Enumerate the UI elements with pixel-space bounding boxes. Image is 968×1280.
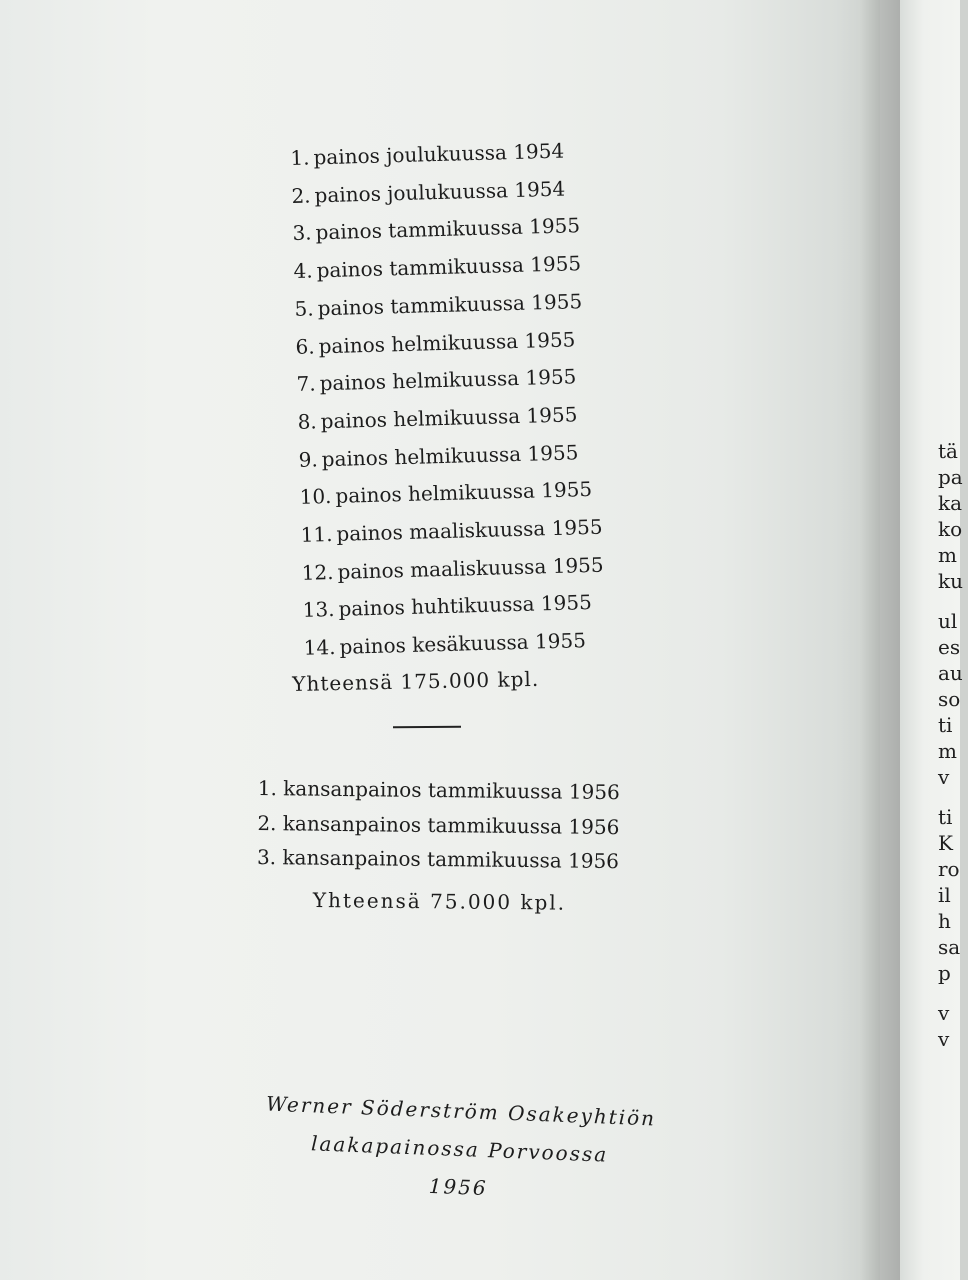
fragment: ti bbox=[938, 805, 953, 829]
fragment: m bbox=[938, 739, 957, 763]
folk-edition-list bbox=[257, 771, 628, 879]
folk-edition-line bbox=[257, 805, 627, 844]
right-page-text-fragments bbox=[938, 438, 968, 1066]
folk-edition-text: kansanpainos tammikuussa 1956 bbox=[282, 845, 620, 874]
edition-number: 14. bbox=[303, 635, 336, 660]
edition-number: 7. bbox=[296, 371, 317, 397]
edition-number: 12. bbox=[301, 559, 334, 585]
edition-number: 5. bbox=[294, 296, 314, 321]
edition-text: painos helmikuussa 1955 bbox=[321, 439, 579, 471]
edition-text: painos kesäkuussa 1955 bbox=[339, 628, 587, 659]
fragment: ko bbox=[938, 517, 963, 541]
edition-text: painos maaliskuussa 1955 bbox=[337, 552, 604, 584]
fragment: ka bbox=[938, 491, 963, 515]
edition-text: painos tammikuussa 1955 bbox=[317, 288, 583, 321]
edition-line bbox=[303, 622, 604, 668]
edition-text: painos helmikuussa 1955 bbox=[318, 326, 576, 358]
edition-list bbox=[290, 132, 604, 668]
edition-number: 9. bbox=[298, 446, 319, 472]
edition-text: painos tammikuussa 1955 bbox=[315, 213, 581, 245]
fragment: h bbox=[938, 909, 951, 933]
fragment: K bbox=[938, 831, 953, 855]
fragment: ti bbox=[938, 713, 953, 737]
folk-editions-total: Yhteensä 75.000 kpl. bbox=[312, 888, 567, 915]
book-gutter-shadow bbox=[860, 0, 904, 1280]
edition-text: painos helmikuussa 1955 bbox=[320, 402, 578, 434]
imprint-line: Werner Söderström Osakeyhtiön bbox=[265, 1091, 657, 1131]
edition-number: 11. bbox=[300, 522, 333, 547]
edition-text: painos tammikuussa 1955 bbox=[316, 251, 582, 283]
fragment: p bbox=[938, 961, 951, 985]
fragment: ro bbox=[938, 857, 960, 881]
folk-edition-number: 1. bbox=[257, 775, 278, 801]
fragment: so bbox=[938, 687, 961, 711]
fragment: il bbox=[938, 883, 951, 907]
edition-number: 4. bbox=[293, 258, 313, 284]
fragment: es bbox=[938, 635, 961, 659]
imprint-year: 1956 bbox=[428, 1173, 489, 1201]
editions-total: Yhteensä 175.000 kpl. bbox=[292, 666, 540, 696]
fragment-group bbox=[938, 1000, 968, 1052]
folk-edition-text: kansanpainos tammikuussa 1956 bbox=[283, 776, 620, 805]
fragment: pa bbox=[938, 465, 963, 489]
fragment: v bbox=[938, 1001, 950, 1025]
edition-number: 10. bbox=[299, 484, 332, 510]
edition-text: painos joulukuussa 1954 bbox=[314, 176, 566, 208]
edition-text: painos huhtikuussa 1955 bbox=[338, 590, 593, 622]
edition-number: 1. bbox=[290, 145, 310, 170]
folk-edition-line bbox=[257, 840, 627, 879]
fragment: ul bbox=[938, 609, 958, 633]
edition-number: 3. bbox=[292, 220, 312, 246]
edition-text: painos maaliskuussa 1955 bbox=[336, 514, 603, 546]
fragment-group bbox=[938, 438, 968, 594]
edition-number: 13. bbox=[302, 597, 335, 623]
edition-text: painos joulukuussa 1954 bbox=[313, 138, 565, 170]
fragment: au bbox=[938, 661, 963, 685]
folk-edition-line bbox=[258, 771, 628, 810]
folk-edition-number: 3. bbox=[256, 844, 277, 870]
edition-number: 6. bbox=[295, 333, 315, 359]
fragment: v bbox=[938, 1027, 950, 1051]
section-divider bbox=[393, 726, 461, 728]
edition-number: 2. bbox=[291, 183, 311, 208]
imprint-line: laakapainossa Porvoossa bbox=[310, 1131, 609, 1167]
fragment-group bbox=[938, 608, 968, 790]
edition-text: painos helmikuussa 1955 bbox=[335, 477, 593, 509]
fragment: m bbox=[938, 543, 957, 567]
folk-edition-number: 2. bbox=[257, 810, 277, 835]
fragment: v bbox=[938, 765, 950, 789]
fragment: ku bbox=[938, 569, 963, 593]
edition-text: painos helmikuussa 1955 bbox=[319, 364, 577, 396]
fragment: sa bbox=[938, 935, 961, 959]
fragment: tä bbox=[938, 439, 958, 463]
printer-imprint bbox=[248, 1084, 672, 1214]
edition-number: 8. bbox=[297, 409, 318, 434]
fragment-group bbox=[938, 804, 968, 986]
folk-edition-text: kansanpainos tammikuussa 1956 bbox=[282, 810, 620, 839]
